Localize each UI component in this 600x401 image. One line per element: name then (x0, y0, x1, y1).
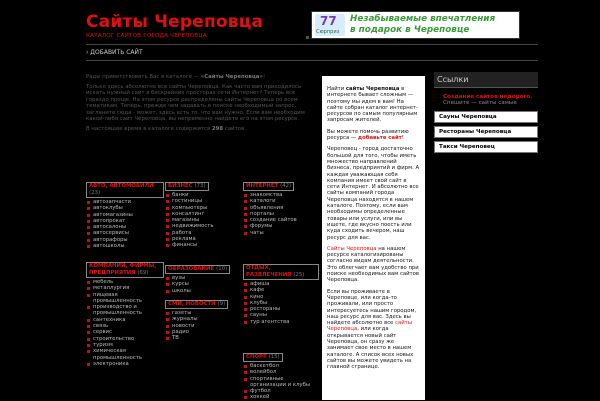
category-item[interactable]: знакомства (243, 192, 319, 198)
category-leisure (243, 264, 319, 325)
category-item[interactable]: радио (165, 329, 241, 335)
site-subtitle: КАТАЛОГ САЙТОВ ГОРОДА ЧЕРЕПОВЦА (86, 33, 207, 39)
header-dot: в (306, 35, 309, 41)
intro-paragraph-1: Рады приветствовать Вас в каталоге — «Сайты Череповца»! (86, 74, 266, 80)
category-item[interactable]: футбол (243, 388, 319, 394)
category-item[interactable]: ТВ (165, 335, 241, 341)
category-item[interactable]: гостиницы (165, 198, 241, 204)
category-item[interactable]: туризм (86, 342, 164, 348)
site-count: 298 (211, 125, 224, 132)
links-sidebar (434, 72, 538, 153)
category-education (165, 265, 241, 294)
category-item[interactable]: недвижимость (165, 223, 241, 229)
category-item[interactable]: порталы (243, 211, 319, 217)
links-header: Ссылки (434, 72, 538, 88)
site-title[interactable]: Сайты Череповца (86, 12, 264, 32)
link-restaurants[interactable]: Рестораны Череповца (434, 126, 538, 138)
category-item[interactable]: сантехника (86, 317, 164, 323)
about-paragraph-4: Сайты Череповца на нашем ресурсе каталогизированы согласно видам деятельности. Это облегчает вам удобство при поиске необходимых вам сайтов Череповца. (327, 245, 420, 284)
category-item[interactable]: спортивные организации и клубы (243, 376, 319, 389)
category-item[interactable]: тур агентства (243, 319, 319, 325)
nav-divider (86, 60, 538, 61)
link-saunas[interactable]: Сауны Череповца (434, 111, 538, 123)
category-item[interactable]: хоккей (243, 394, 319, 400)
category-item[interactable]: сервис (86, 329, 164, 335)
about-paragraph-5: Если вы проживаете в Череповце, или когда-то проживали, или просто интересуетесь нашим городом, наш ресурс для вас. Здесь вы найдете абсолютно все сайты Череповца, или когда открывается новый сайт Череповца, он сразу же занимает свое место в нашем каталоге. А список всех новых сайтов вы можете увидеть на главной странице. (327, 288, 417, 371)
sites-link[interactable]: сайты Череповца (327, 320, 412, 333)
category-item[interactable]: работа (165, 230, 241, 236)
category-item[interactable]: газеты (165, 310, 241, 316)
add-site-link[interactable]: добавьте сайт (357, 135, 402, 142)
banner-text-line2: в подарок в Череповце (350, 25, 470, 35)
category-item[interactable]: автосалоны (86, 224, 164, 230)
category-media (165, 300, 241, 341)
category-item[interactable]: школы (165, 288, 241, 294)
category-header[interactable]: СМИ, НОВОСТИ (9) (165, 300, 228, 309)
category-item[interactable]: автозапчасти (86, 199, 164, 205)
category-item[interactable]: автопрокат (86, 218, 164, 224)
sites-link[interactable]: Сайты Череповца (327, 245, 377, 252)
category-item[interactable]: клубы (243, 300, 319, 306)
category-item[interactable]: авторафоры (86, 237, 164, 243)
category-item[interactable]: реклама (165, 236, 241, 242)
category-item[interactable]: волейбол (243, 369, 319, 375)
nav-add-site-link[interactable]: › ДОБАВИТЬ САЙТ (86, 49, 143, 56)
category-item[interactable]: вузы (165, 275, 241, 281)
category-item[interactable]: связь (86, 323, 164, 329)
category-item[interactable]: металлургия (86, 285, 164, 291)
category-item[interactable]: электроника (86, 361, 164, 367)
banner-text (350, 14, 518, 36)
intro-paragraph-3: В настоящее время в каталоге содержится 298 сайтов. (86, 125, 246, 132)
category-item[interactable]: консалтинг (165, 211, 241, 217)
category-item[interactable]: магазины (165, 217, 241, 223)
banner-logo (315, 14, 345, 36)
category-header[interactable]: ОБРАЗОВАНИЕ (10) (165, 265, 230, 274)
about-paragraph-2: Вы можете помочь развитию ресурса — добавьте сайт! (327, 128, 409, 142)
category-item[interactable]: баскетбол (243, 363, 319, 369)
category-header[interactable]: БИЗНЕС (73) (165, 182, 209, 191)
category-item[interactable]: форумы (243, 223, 319, 229)
category-item[interactable]: банки (165, 192, 241, 198)
category-item[interactable]: автошколы (86, 243, 164, 249)
banner-logo-number: 77 (320, 14, 337, 28)
category-item[interactable]: мебель (86, 279, 164, 285)
banner-logo-caption: Сюрприз (316, 29, 340, 35)
category-item[interactable]: производство и промышленность (86, 304, 164, 317)
intro-text (86, 74, 316, 135)
category-header[interactable]: АВТО, АВТОМОБИЛИ (23) (86, 182, 164, 198)
category-item[interactable]: журналы (165, 316, 241, 322)
banner-text-line1: Незабываемые впечатления (350, 14, 496, 24)
category-header[interactable]: ИНТЕРНЕТ (42) (243, 182, 294, 191)
category-item[interactable]: курсы (165, 281, 241, 287)
link-taxi[interactable]: Такси Череповец (434, 141, 538, 153)
category-header[interactable]: КОМПАНИИ, ФИРМЫ, ПРЕДПРИЯТИЯ (69) (86, 262, 164, 278)
category-header[interactable]: СПОРТ (15) (243, 353, 283, 362)
category-item[interactable]: объявления (243, 205, 319, 211)
category-item[interactable]: автоклубы (86, 205, 164, 211)
category-item[interactable]: компьютеры (165, 205, 241, 211)
category-companies (86, 262, 164, 367)
category-auto (86, 182, 164, 249)
category-item[interactable]: чаты (243, 230, 319, 236)
header-divider (86, 44, 538, 45)
category-item[interactable]: автосервисы (86, 230, 164, 236)
category-item[interactable]: кино (243, 294, 319, 300)
category-sport (243, 353, 319, 401)
category-business (165, 182, 241, 249)
category-item[interactable]: строительство (86, 336, 164, 342)
about-paragraph-3: Череповец - город достаточно большой для того, чтобы иметь множество направлений бизнеса, предприятий и фирм. А каждая уважающая себя компания имеет свой сайт в сети Интернет. И абсолютно все сайты компаний города Череповца находятся в нашем каталоге. Поэтому, если вам необходимы определенные товары или услуги, или вы ищете, где вкусно поесть или куда сходить вечером, наш ресурс для вас. (327, 146, 420, 241)
category-item[interactable]: каталоги (243, 198, 319, 204)
category-item[interactable]: химическая промышленность (86, 348, 164, 361)
category-item[interactable]: пищевая промышленность (86, 292, 164, 305)
intro-paragraph-2: Только здесь абсолютно все сайты Череповца. Как часто вам приходилось искать нужный сайт в бескрайних просторах сети Интернет? Теперь все гораздо проще. На этом ресурсе распределены сайты Череповца по всем тематикам. Теперь, прежде чем задавать в поиске необходимый запрос, загляните сюда - может, здесь есть то, что вам нужно. Если вам необходим какой-либо сайт Череповца, вы непременно найдете его на этом ресурсе. (86, 83, 305, 122)
about-paragraph-1: Найти сайты Череповца в интернете бывает сложным — поэтому мы идем в вам! На сайте собран каталог интернет-ресурсов по самым популярным запросам жителей. (327, 86, 419, 124)
category-item[interactable]: новости (165, 323, 241, 329)
category-internet (243, 182, 319, 236)
category-item[interactable]: рестораны (243, 306, 319, 312)
category-header[interactable]: ОТДЫХ, РАЗВЛЕЧЕНИЯ (25) (243, 264, 319, 280)
category-item[interactable]: автомагазины (86, 212, 164, 218)
link-featured[interactable]: Создание сайтов недорого. Спешите — сайты самые (434, 91, 538, 108)
about-panel (322, 76, 425, 400)
category-item[interactable]: финансы (165, 242, 241, 248)
category-item[interactable]: кафе (243, 287, 319, 293)
category-item[interactable]: создание сайтов (243, 217, 319, 223)
ad-banner[interactable] (311, 11, 520, 39)
category-item[interactable]: афиша (243, 281, 319, 287)
category-item[interactable]: сауны (243, 312, 319, 318)
